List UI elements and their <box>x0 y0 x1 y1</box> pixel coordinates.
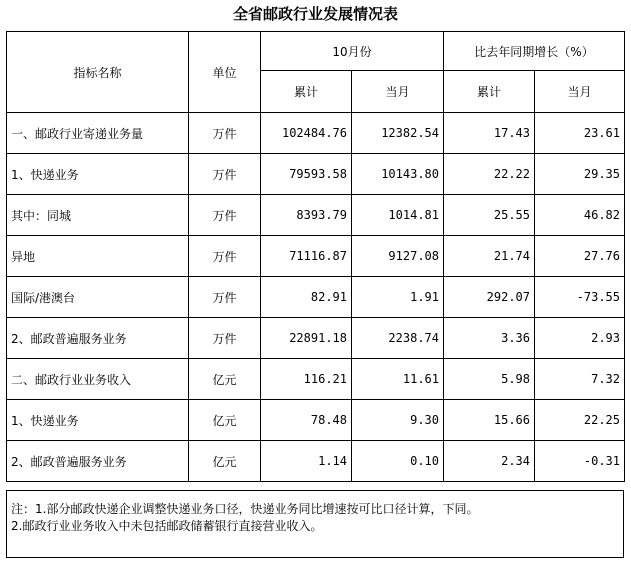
row-current-month: 10143.80 <box>352 154 444 195</box>
row-yoy-current-month: 23.61 <box>535 113 625 154</box>
row-yoy-current-month: -73.55 <box>535 277 625 318</box>
row-yoy-current-month: 22.25 <box>535 400 625 441</box>
row-yoy-cumulative: 3.36 <box>444 318 535 359</box>
row-name: 2、邮政普遍服务业务 <box>7 441 189 482</box>
row-name: 1、快递业务 <box>7 154 189 195</box>
header-yoy-group: 比去年同期增长（%） <box>444 32 625 71</box>
header-cumulative: 累计 <box>261 71 352 113</box>
table-row <box>7 113 625 154</box>
row-current-month: 9.30 <box>352 400 444 441</box>
header-row-1 <box>7 32 625 71</box>
row-unit: 万件 <box>189 277 261 318</box>
row-name: 二、邮政行业业务收入 <box>7 359 189 400</box>
row-yoy-cumulative: 25.55 <box>444 195 535 236</box>
table-row <box>7 441 625 482</box>
table-row <box>7 236 625 277</box>
header-indicator: 指标名称 <box>7 32 189 113</box>
row-yoy-current-month: 27.76 <box>535 236 625 277</box>
row-cumulative: 71116.87 <box>261 236 352 277</box>
row-yoy-cumulative: 292.07 <box>444 277 535 318</box>
note-line-1: 注：1.部分邮政快递企业调整快递业务口径，快递业务同比增速按可比口径计算，下同。 <box>11 502 479 516</box>
row-name: 1、快递业务 <box>7 400 189 441</box>
table-row <box>7 277 625 318</box>
row-yoy-current-month: -0.31 <box>535 441 625 482</box>
row-name: 国际/港澳台 <box>7 277 189 318</box>
row-name: 异地 <box>7 236 189 277</box>
table-row <box>7 154 625 195</box>
row-yoy-cumulative: 17.43 <box>444 113 535 154</box>
row-yoy-current-month: 2.93 <box>535 318 625 359</box>
table-row <box>7 318 625 359</box>
row-unit: 万件 <box>189 195 261 236</box>
row-yoy-cumulative: 15.66 <box>444 400 535 441</box>
row-yoy-cumulative: 5.98 <box>444 359 535 400</box>
row-current-month: 9127.08 <box>352 236 444 277</box>
row-yoy-cumulative: 22.22 <box>444 154 535 195</box>
header-yoy-cumulative: 累计 <box>444 71 535 113</box>
row-current-month: 2238.74 <box>352 318 444 359</box>
row-cumulative: 116.21 <box>261 359 352 400</box>
row-name: 2、邮政普遍服务业务 <box>7 318 189 359</box>
row-current-month: 1014.81 <box>352 195 444 236</box>
row-yoy-current-month: 29.35 <box>535 154 625 195</box>
row-unit: 亿元 <box>189 441 261 482</box>
row-yoy-current-month: 46.82 <box>535 195 625 236</box>
row-cumulative: 1.14 <box>261 441 352 482</box>
header-month-group: 10月份 <box>261 32 444 71</box>
row-unit: 万件 <box>189 236 261 277</box>
row-name: 其中：同城 <box>7 195 189 236</box>
header-current-month: 当月 <box>352 71 444 113</box>
row-unit: 亿元 <box>189 359 261 400</box>
row-current-month: 0.10 <box>352 441 444 482</box>
row-name: 一、邮政行业寄递业务量 <box>7 113 189 154</box>
header-yoy-current-month: 当月 <box>535 71 625 113</box>
stats-table <box>6 31 625 482</box>
row-current-month: 1.91 <box>352 277 444 318</box>
row-current-month: 11.61 <box>352 359 444 400</box>
row-cumulative: 78.48 <box>261 400 352 441</box>
row-unit: 亿元 <box>189 400 261 441</box>
notes-box <box>6 490 624 558</box>
row-cumulative: 79593.58 <box>261 154 352 195</box>
row-unit: 万件 <box>189 318 261 359</box>
table-row <box>7 359 625 400</box>
table-row <box>7 195 625 236</box>
row-cumulative: 82.91 <box>261 277 352 318</box>
table-row <box>7 400 625 441</box>
row-yoy-current-month: 7.32 <box>535 359 625 400</box>
row-unit: 万件 <box>189 113 261 154</box>
row-yoy-cumulative: 2.34 <box>444 441 535 482</box>
note-line-2: 2.邮政行业业务收入中未包括邮政储蓄银行直接营业收入。 <box>11 519 323 533</box>
row-unit: 万件 <box>189 154 261 195</box>
row-cumulative: 22891.18 <box>261 318 352 359</box>
header-unit: 单位 <box>189 32 261 113</box>
row-cumulative: 102484.76 <box>261 113 352 154</box>
table-title: 全省邮政行业发展情况表 <box>232 5 398 23</box>
row-yoy-cumulative: 21.74 <box>444 236 535 277</box>
row-current-month: 12382.54 <box>352 113 444 154</box>
row-cumulative: 8393.79 <box>261 195 352 236</box>
